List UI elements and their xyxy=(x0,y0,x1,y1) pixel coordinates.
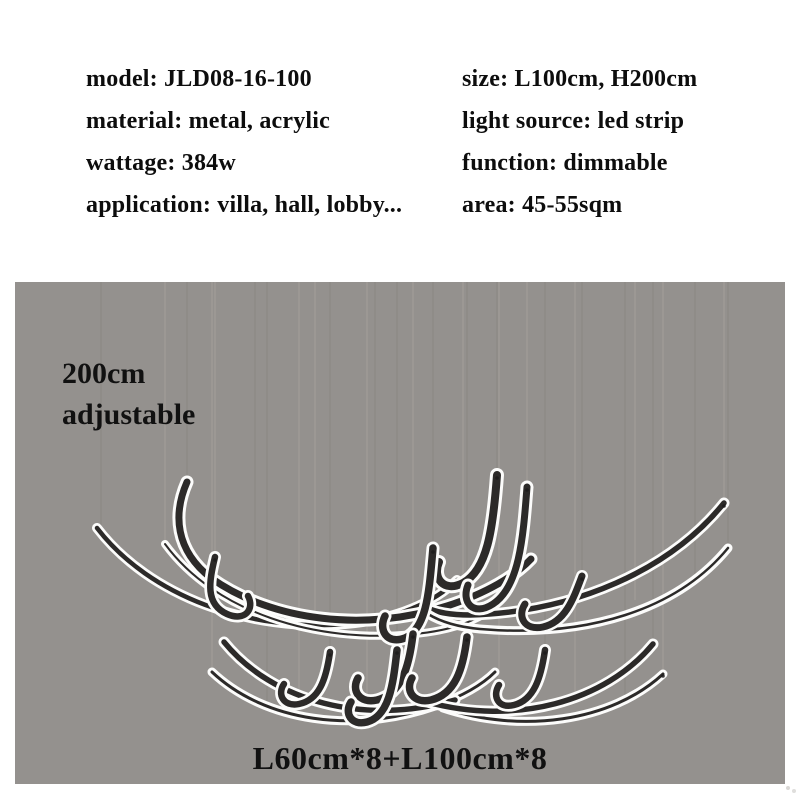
annotation-height: 200cm xyxy=(62,357,146,390)
height-annotation xyxy=(62,354,195,436)
product-photo xyxy=(15,282,785,784)
spec-model: model: JLD08-16-100 xyxy=(86,66,312,92)
spec-material: material: metal, acrylic xyxy=(86,108,331,134)
spec-application: application: villa, hall, lobby... xyxy=(86,192,403,218)
watermark-dots xyxy=(786,786,790,790)
spec-function: function: dimmable xyxy=(462,150,668,176)
spec-light-source: light source: led strip xyxy=(462,108,685,134)
size-caption: L60cm*8+L100cm*8 xyxy=(252,740,548,776)
annotation-adjustable: adjustable xyxy=(62,397,196,431)
spec-wattage: wattage: 384w xyxy=(86,150,236,176)
spec-size: size: L100cm, H200cm xyxy=(462,66,698,92)
spec-area: area: 45-55sqm xyxy=(462,192,623,218)
